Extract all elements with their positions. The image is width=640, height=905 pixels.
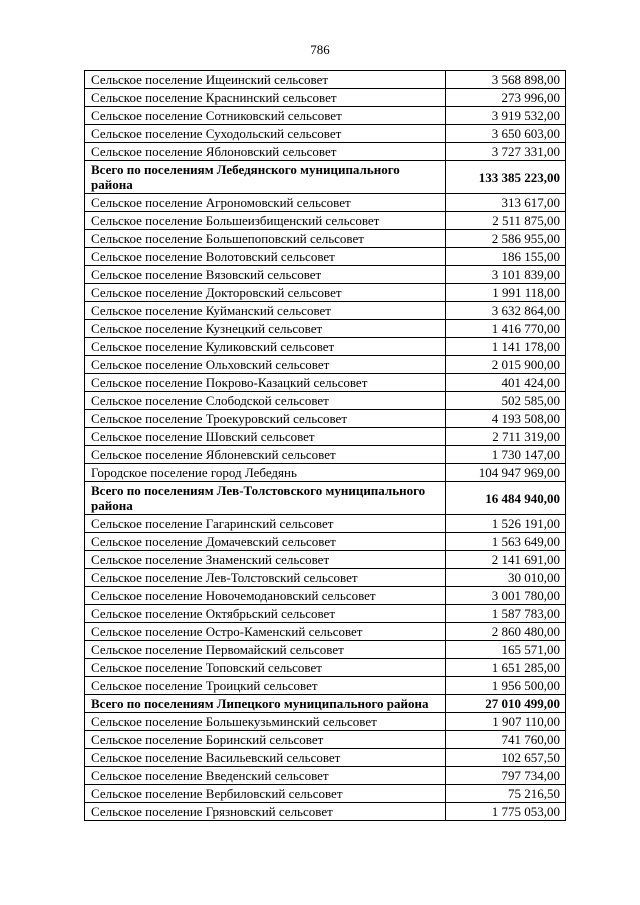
settlement-name: Сельское поселение Гагаринский сельсовет xyxy=(85,515,446,533)
page-number: 786 xyxy=(310,42,330,57)
settlement-amount: 1 730 147,00 xyxy=(446,446,566,464)
table-row xyxy=(85,677,566,695)
settlement-amount: 1 775 053,00 xyxy=(446,803,566,821)
settlement-amount: 3 919 532,00 xyxy=(446,107,566,125)
table-row xyxy=(85,587,566,605)
settlement-name: Сельское поселение Яблоновский сельсовет xyxy=(85,143,446,161)
settlement-amount: 104 947 969,00 xyxy=(446,464,566,482)
total-amount: 16 484 940,00 xyxy=(446,482,566,515)
settlement-amount: 2 511 875,00 xyxy=(446,212,566,230)
settlement-name: Сельское поселение Краснинский сельсовет xyxy=(85,89,446,107)
total-row xyxy=(85,161,566,194)
total-amount: 27 010 499,00 xyxy=(446,695,566,713)
table-row xyxy=(85,392,566,410)
settlement-amount: 4 193 508,00 xyxy=(446,410,566,428)
settlement-amount: 30 010,00 xyxy=(446,569,566,587)
table-row xyxy=(85,248,566,266)
settlement-name: Сельское поселение Волотовский сельсовет xyxy=(85,248,446,266)
table-row xyxy=(85,410,566,428)
settlement-name: Сельское поселение Вербиловский сельсовет xyxy=(85,785,446,803)
settlement-amount: 165 571,00 xyxy=(446,641,566,659)
table-row xyxy=(85,605,566,623)
table-row xyxy=(85,785,566,803)
settlement-amount: 1 563 649,00 xyxy=(446,533,566,551)
settlement-name: Сельское поселение Троекуровский сельсовет xyxy=(85,410,446,428)
settlement-name: Сельское поселение Новочемодановский сельсовет xyxy=(85,587,446,605)
table-row xyxy=(85,374,566,392)
table-row xyxy=(85,266,566,284)
settlement-name: Сельское поселение Кузнецкий сельсовет xyxy=(85,320,446,338)
settlement-name: Сельское поселение Васильевский сельсовет xyxy=(85,749,446,767)
settlement-name: Городское поселение город Лебедянь xyxy=(85,464,446,482)
settlement-name: Сельское поселение Знаменский сельсовет xyxy=(85,551,446,569)
settlements-budget-table xyxy=(84,70,566,821)
table-row xyxy=(85,641,566,659)
settlement-amount: 1 416 770,00 xyxy=(446,320,566,338)
settlement-name: Сельское поселение Вязовский сельсовет xyxy=(85,266,446,284)
settlement-name: Сельское поселение Докторовский сельсовет xyxy=(85,284,446,302)
settlement-amount: 3 001 780,00 xyxy=(446,587,566,605)
settlement-name: Сельское поселение Октябрьский сельсовет xyxy=(85,605,446,623)
settlement-amount: 1 991 118,00 xyxy=(446,284,566,302)
settlement-amount: 75 216,50 xyxy=(446,785,566,803)
table-row xyxy=(85,569,566,587)
table-row xyxy=(85,125,566,143)
settlement-amount: 1 587 783,00 xyxy=(446,605,566,623)
table-row xyxy=(85,464,566,482)
settlement-name: Сельское поселение Суходольский сельсовет xyxy=(85,125,446,143)
settlement-amount: 1 651 285,00 xyxy=(446,659,566,677)
table-row xyxy=(85,71,566,89)
table-row xyxy=(85,803,566,821)
settlement-amount: 502 585,00 xyxy=(446,392,566,410)
table-row xyxy=(85,428,566,446)
settlement-amount: 3 101 839,00 xyxy=(446,266,566,284)
table-row xyxy=(85,143,566,161)
settlement-name: Сельское поселение Агрономовский сельсовет xyxy=(85,194,446,212)
settlement-amount: 2 586 955,00 xyxy=(446,230,566,248)
table-row xyxy=(85,212,566,230)
settlement-amount: 3 568 898,00 xyxy=(446,71,566,89)
table-row xyxy=(85,659,566,677)
settlement-amount: 797 734,00 xyxy=(446,767,566,785)
settlement-name: Сельское поселение Покрово-Казацкий сельсовет xyxy=(85,374,446,392)
total-label: Всего по поселениям Липецкого муниципального района xyxy=(85,695,446,713)
settlement-amount: 1 907 110,00 xyxy=(446,713,566,731)
total-label: Всего по поселениям Лев-Толстовского муниципального района xyxy=(85,482,446,515)
settlement-amount: 2 141 691,00 xyxy=(446,551,566,569)
settlement-name: Сельское поселение Первомайский сельсовет xyxy=(85,641,446,659)
settlement-amount: 186 155,00 xyxy=(446,248,566,266)
settlement-name: Сельское поселение Грязновский сельсовет xyxy=(85,803,446,821)
table-row xyxy=(85,284,566,302)
table-row xyxy=(85,767,566,785)
table-row xyxy=(85,623,566,641)
settlement-name: Сельское поселение Сотниковский сельсовет xyxy=(85,107,446,125)
table-row xyxy=(85,749,566,767)
settlement-amount: 1 526 191,00 xyxy=(446,515,566,533)
settlement-name: Сельское поселение Яблоневский сельсовет xyxy=(85,446,446,464)
settlement-name: Сельское поселение Боринский сельсовет xyxy=(85,731,446,749)
total-row xyxy=(85,695,566,713)
settlement-name: Сельское поселение Большекузьминский сельсовет xyxy=(85,713,446,731)
settlement-name: Сельское поселение Куйманский сельсовет xyxy=(85,302,446,320)
settlement-name: Сельское поселение Введенский сельсовет xyxy=(85,767,446,785)
settlement-amount: 313 617,00 xyxy=(446,194,566,212)
table-row xyxy=(85,320,566,338)
settlement-amount: 1 956 500,00 xyxy=(446,677,566,695)
settlement-amount: 3 632 864,00 xyxy=(446,302,566,320)
settlement-name: Сельское поселение Топовский сельсовет xyxy=(85,659,446,677)
settlement-name: Сельское поселение Большепоповский сельсовет xyxy=(85,230,446,248)
table-row xyxy=(85,731,566,749)
settlement-amount: 102 657,50 xyxy=(446,749,566,767)
table-row xyxy=(85,302,566,320)
table-row xyxy=(85,515,566,533)
table-row xyxy=(85,551,566,569)
settlement-name: Сельское поселение Ищеинский сельсовет xyxy=(85,71,446,89)
settlement-amount: 2 015 900,00 xyxy=(446,356,566,374)
settlement-name: Сельское поселение Ольховский сельсовет xyxy=(85,356,446,374)
table-row xyxy=(85,356,566,374)
settlement-amount: 273 996,00 xyxy=(446,89,566,107)
total-label: Всего по поселениям Лебедянского муниципального района xyxy=(85,161,446,194)
table-row xyxy=(85,89,566,107)
settlement-name: Сельское поселение Лев-Толстовский сельсовет xyxy=(85,569,446,587)
settlement-name: Сельское поселение Большеизбищенский сельсовет xyxy=(85,212,446,230)
settlement-name: Сельское поселение Троицкий сельсовет xyxy=(85,677,446,695)
table-row xyxy=(85,230,566,248)
settlement-amount: 3 650 603,00 xyxy=(446,125,566,143)
settlement-amount: 3 727 331,00 xyxy=(446,143,566,161)
table-row xyxy=(85,194,566,212)
table-row xyxy=(85,533,566,551)
table-row xyxy=(85,713,566,731)
settlement-amount: 741 760,00 xyxy=(446,731,566,749)
settlement-amount: 401 424,00 xyxy=(446,374,566,392)
table-body xyxy=(85,71,566,821)
settlement-amount: 2 860 480,00 xyxy=(446,623,566,641)
table-row xyxy=(85,107,566,125)
total-amount: 133 385 223,00 xyxy=(446,161,566,194)
settlement-amount: 1 141 178,00 xyxy=(446,338,566,356)
settlement-name: Сельское поселение Шовский сельсовет xyxy=(85,428,446,446)
settlement-name: Сельское поселение Домачевский сельсовет xyxy=(85,533,446,551)
settlement-name: Сельское поселение Остро-Каменский сельсовет xyxy=(85,623,446,641)
settlement-amount: 2 711 319,00 xyxy=(446,428,566,446)
table-row xyxy=(85,338,566,356)
table-row xyxy=(85,446,566,464)
settlement-name: Сельское поселение Куликовский сельсовет xyxy=(85,338,446,356)
total-row xyxy=(85,482,566,515)
settlement-name: Сельское поселение Слободской сельсовет xyxy=(85,392,446,410)
